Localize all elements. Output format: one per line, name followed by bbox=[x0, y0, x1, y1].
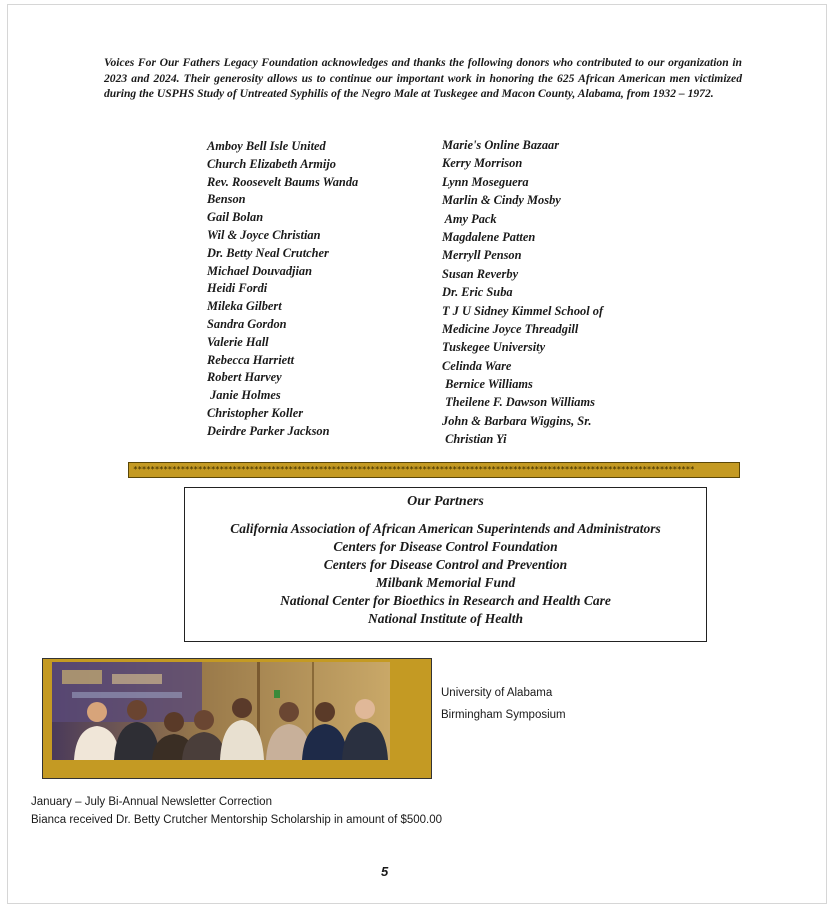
note-line: Bianca received Dr. Betty Crutcher Mentorship Scholarship in amount of $500.00 bbox=[31, 814, 443, 826]
donor-name: Amy Pack bbox=[442, 211, 497, 226]
notes-block bbox=[31, 793, 442, 829]
donor-name: Robert Harvey bbox=[207, 370, 282, 385]
photo-frame bbox=[42, 658, 432, 779]
donor-name: Valerie Hall bbox=[207, 334, 269, 349]
group-photo bbox=[52, 662, 390, 760]
donor-name: Benson bbox=[207, 192, 246, 207]
donor-name: Dr. Betty Neal Crutcher bbox=[207, 245, 329, 260]
note-line: January – July Bi-Annual Newsletter Correction bbox=[31, 796, 272, 808]
donor-name: Marlin & Cindy Mosby bbox=[442, 193, 561, 208]
donor-name: Sandra Gordon bbox=[207, 316, 287, 331]
page-number: 5 bbox=[381, 864, 389, 879]
donor-name: Christian Yi bbox=[442, 432, 507, 447]
donor-name: T J U Sidney Kimmel School of bbox=[442, 303, 604, 318]
donor-name: John & Barbara Wiggins, Sr. bbox=[442, 413, 592, 428]
photo-caption-line2: Birmingham Symposium bbox=[441, 709, 566, 721]
donor-name: Celinda Ware bbox=[442, 358, 512, 373]
donor-name: Wil & Joyce Christian bbox=[207, 227, 321, 242]
donor-name: Marie's Online Bazaar bbox=[442, 138, 560, 152]
donor-name: Church Elizabeth Armijo bbox=[207, 156, 336, 171]
partner-item: Centers for Disease Control and Prevention bbox=[323, 557, 568, 572]
donor-name: Dr. Eric Suba bbox=[442, 285, 513, 300]
donor-name: Christopher Koller bbox=[207, 405, 304, 420]
partner-item: Centers for Disease Control Foundation bbox=[333, 539, 558, 554]
donor-name: Mileka Gilbert bbox=[207, 299, 282, 314]
star-divider-bar: ********************************************************************************************************************************** bbox=[128, 462, 740, 478]
donor-name: Kerry Morrison bbox=[442, 156, 523, 171]
donor-name: Rev. Roosevelt Baums Wanda bbox=[207, 174, 359, 189]
partners-list bbox=[185, 520, 706, 628]
group-photo-illustration bbox=[52, 662, 390, 760]
donor-name: Medicine Joyce Threadgill bbox=[442, 321, 579, 336]
donor-name: Tuskegee University bbox=[442, 340, 546, 355]
donor-name: Michael Douvadjian bbox=[207, 263, 312, 278]
donor-name: Susan Reverby bbox=[442, 266, 519, 281]
donor-name: Theilene F. Dawson Williams bbox=[442, 395, 595, 410]
donor-name: Bernice Williams bbox=[442, 377, 533, 392]
donor-name: Merryll Penson bbox=[442, 248, 522, 263]
partner-item: National Institute of Health bbox=[368, 611, 523, 626]
partner-item: National Center for Bioethics in Research and Health Care bbox=[280, 593, 611, 608]
donor-list-left bbox=[207, 138, 358, 441]
donor-name: Deirdre Parker Jackson bbox=[207, 423, 330, 438]
partner-item: California Association of African American Superintends and Administrators bbox=[230, 521, 661, 536]
donor-name: Rebecca Harriett bbox=[207, 352, 295, 367]
photo-caption-line1: University of Alabama bbox=[441, 687, 553, 699]
partner-item: Milbank Memorial Fund bbox=[375, 575, 516, 590]
partners-title: Our Partners bbox=[407, 494, 484, 509]
donor-name: Lynn Moseguera bbox=[442, 174, 529, 189]
donor-name: Heidi Fordi bbox=[207, 281, 268, 296]
donor-list-right bbox=[442, 136, 603, 449]
donor-name: Amboy Bell Isle United bbox=[207, 139, 326, 153]
intro-paragraph: Voices For Our Fathers Legacy Foundation acknowledges and thanks the following donors who contributed to our organization in 2023 and 2024. Their generosity allows us to continue our important work in honoring the 625 African American men victimized during the USPHS Study of Untreated Syphilis of the Negro Male at Tuskegee and Macon County, Alabama, from 1932 – 1972. bbox=[104, 56, 742, 101]
donor-name: Janie Holmes bbox=[207, 388, 281, 403]
donor-name: Gail Bolan bbox=[207, 210, 264, 225]
donor-name: Magdalene Patten bbox=[442, 229, 536, 244]
partners-box bbox=[184, 487, 707, 642]
